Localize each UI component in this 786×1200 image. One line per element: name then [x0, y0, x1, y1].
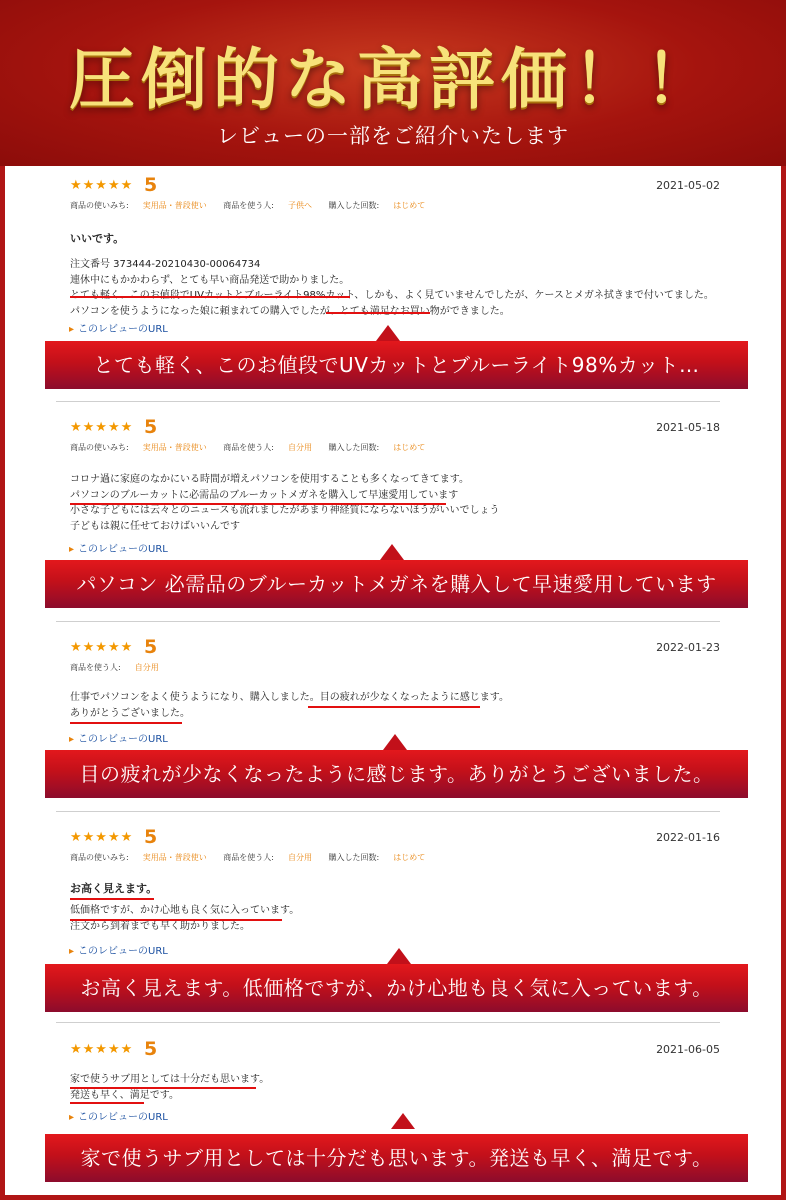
meta-value: 実用品・普段使い — [142, 853, 207, 862]
review-url-link[interactable]: ▸ このレビューのURL — [69, 322, 168, 338]
review-card — [56, 1040, 720, 1130]
review-line: パソコンのブルーカットに必需品のブルーカットメガネを購入して早速愛用しています — [70, 489, 459, 501]
review-line: 連休中にもかかわらず、とても早い商品発送で助かりました。 — [70, 274, 350, 286]
highlight-banner: お高く見えます。低価格ですが、かけ心地も良く気に入っています。 — [45, 964, 748, 1012]
review-line: とても軽く、このお値段でUVカットとブルーライト98%カット、しかも、よく見ていませんでしたが、ケースとメガネ拭きまで付いてました。 — [70, 290, 714, 302]
highlight-underline — [70, 919, 282, 921]
review-url-link[interactable]: ▸ このレビューのURL — [69, 542, 168, 558]
review-meta — [70, 442, 425, 454]
highlight-underline — [70, 1102, 144, 1104]
meta-label: 商品を使う人: — [223, 443, 274, 452]
review-line: ありがとうございました。 — [70, 707, 190, 719]
review-date: 2021-06-05 — [656, 1043, 720, 1056]
meta-value: 子供へ — [287, 201, 312, 210]
review-line: コロナ過に家庭のなかにいる時間が増えパソコンを使用することも多くなってきてます。 — [70, 474, 469, 485]
meta-label: 購入した回数: — [328, 443, 380, 452]
highlight-underline — [70, 722, 182, 724]
meta-value: 自分用 — [287, 443, 312, 452]
review-line: 子どもは親に任せておけばいいんです — [70, 520, 240, 532]
review-meta — [70, 200, 425, 212]
banner-pointer — [387, 948, 411, 964]
meta-value: はじめて — [393, 443, 426, 452]
header — [0, 0, 786, 166]
meta-label: 商品の使いみち: — [70, 443, 129, 452]
review-score: 5 — [144, 636, 158, 658]
highlight-underline — [70, 503, 446, 505]
review-line: 家で使うサブ用としては十分だも思います。 — [70, 1074, 270, 1085]
review-line: 発送も早く、満足です。 — [70, 1089, 179, 1101]
meta-label: 購入した回数: — [328, 853, 380, 862]
page-subtitle: レビューの一部をご紹介いたします — [217, 124, 569, 148]
review-date: 2022-01-23 — [656, 641, 720, 654]
meta-value: 自分用 — [134, 663, 159, 672]
review-date: 2021-05-02 — [656, 179, 720, 192]
banner-pointer — [391, 1113, 415, 1129]
highlight-underline — [308, 706, 480, 708]
meta-value: 自分用 — [287, 853, 312, 862]
highlight-banner: 家で使うサブ用としては十分だも思います。発送も早く、満足です。 — [45, 1134, 748, 1182]
meta-label: 商品の使いみち: — [70, 201, 129, 210]
banner-pointer — [376, 325, 400, 341]
meta-value: はじめて — [393, 853, 426, 862]
star-rating-icon: ★★★★★ — [70, 640, 134, 655]
review-card — [56, 176, 720, 336]
meta-label: 商品を使う人: — [70, 663, 121, 672]
review-meta — [70, 852, 425, 864]
highlight-banner: 目の疲れが少なくなったように感じます。ありがとうございました。 — [45, 750, 748, 798]
review-card — [56, 828, 720, 960]
highlight-underline — [70, 1087, 256, 1089]
review-line: パソコンを使うようになった娘に頼まれての購入でしたが、とても満足なお買い物ができました。 — [70, 305, 510, 317]
star-rating-icon: ★★★★★ — [70, 830, 134, 845]
review-heading: お高く見えます。 — [70, 882, 158, 895]
review-score: 5 — [144, 174, 158, 196]
meta-value: 実用品・普段使い — [142, 201, 207, 210]
meta-label: 商品の使いみち: — [70, 853, 129, 862]
highlight-underline — [70, 296, 350, 298]
highlight-underline — [70, 898, 154, 900]
review-line: 注文番号 373444-20210430-00064734 — [70, 259, 261, 271]
meta-value: はじめて — [393, 201, 426, 210]
review-body — [70, 230, 714, 319]
review-score: 5 — [144, 416, 158, 438]
review-date: 2022-01-16 — [656, 831, 720, 844]
highlight-banner: パソコン 必需品のブルーカットメガネを購入して早速愛用しています — [45, 560, 748, 608]
review-heading: いいです。 — [70, 232, 125, 245]
separator — [56, 811, 720, 812]
star-rating-icon: ★★★★★ — [70, 178, 134, 193]
meta-value: 実用品・普段使い — [142, 443, 207, 452]
review-score: 5 — [144, 1038, 158, 1060]
review-date: 2021-05-18 — [656, 421, 720, 434]
meta-label: 商品を使う人: — [223, 201, 274, 210]
star-rating-icon: ★★★★★ — [70, 1042, 134, 1057]
banner-pointer — [380, 544, 404, 560]
review-meta — [70, 662, 159, 674]
separator — [56, 621, 720, 622]
banner-pointer — [383, 734, 407, 750]
review-card — [56, 638, 720, 748]
review-url-link[interactable]: ▸ このレビューのURL — [69, 1110, 168, 1126]
highlight-underline — [326, 312, 430, 314]
review-line: 注文から到着までも早く助かりました。 — [70, 920, 250, 932]
meta-label: 商品を使う人: — [223, 853, 274, 862]
review-line: 仕事でパソコンをよく使うようになり、購入しました。目の疲れが少なくなったように感じます。 — [70, 692, 509, 703]
review-url-link[interactable]: ▸ このレビューのURL — [69, 944, 168, 960]
review-score: 5 — [144, 826, 158, 848]
separator — [56, 401, 720, 402]
review-line: 小さな子どもには云々とのニュースも流れましたがあまり神経質にならないほうがいいでしょう — [70, 505, 500, 516]
review-url-link[interactable]: ▸ このレビューのURL — [69, 732, 168, 748]
page-title: 圧倒的な高評価！！ — [69, 40, 717, 118]
separator — [56, 1022, 720, 1023]
star-rating-icon: ★★★★★ — [70, 420, 134, 435]
meta-label: 購入した回数: — [328, 201, 380, 210]
review-line: 低価格ですが、かけ心地も良く気に入っています。 — [70, 905, 300, 917]
review-card — [56, 418, 720, 558]
highlight-banner: とても軽く、このお値段でUVカットとブルーライト98%カット… — [45, 341, 748, 389]
review-body — [70, 880, 299, 934]
